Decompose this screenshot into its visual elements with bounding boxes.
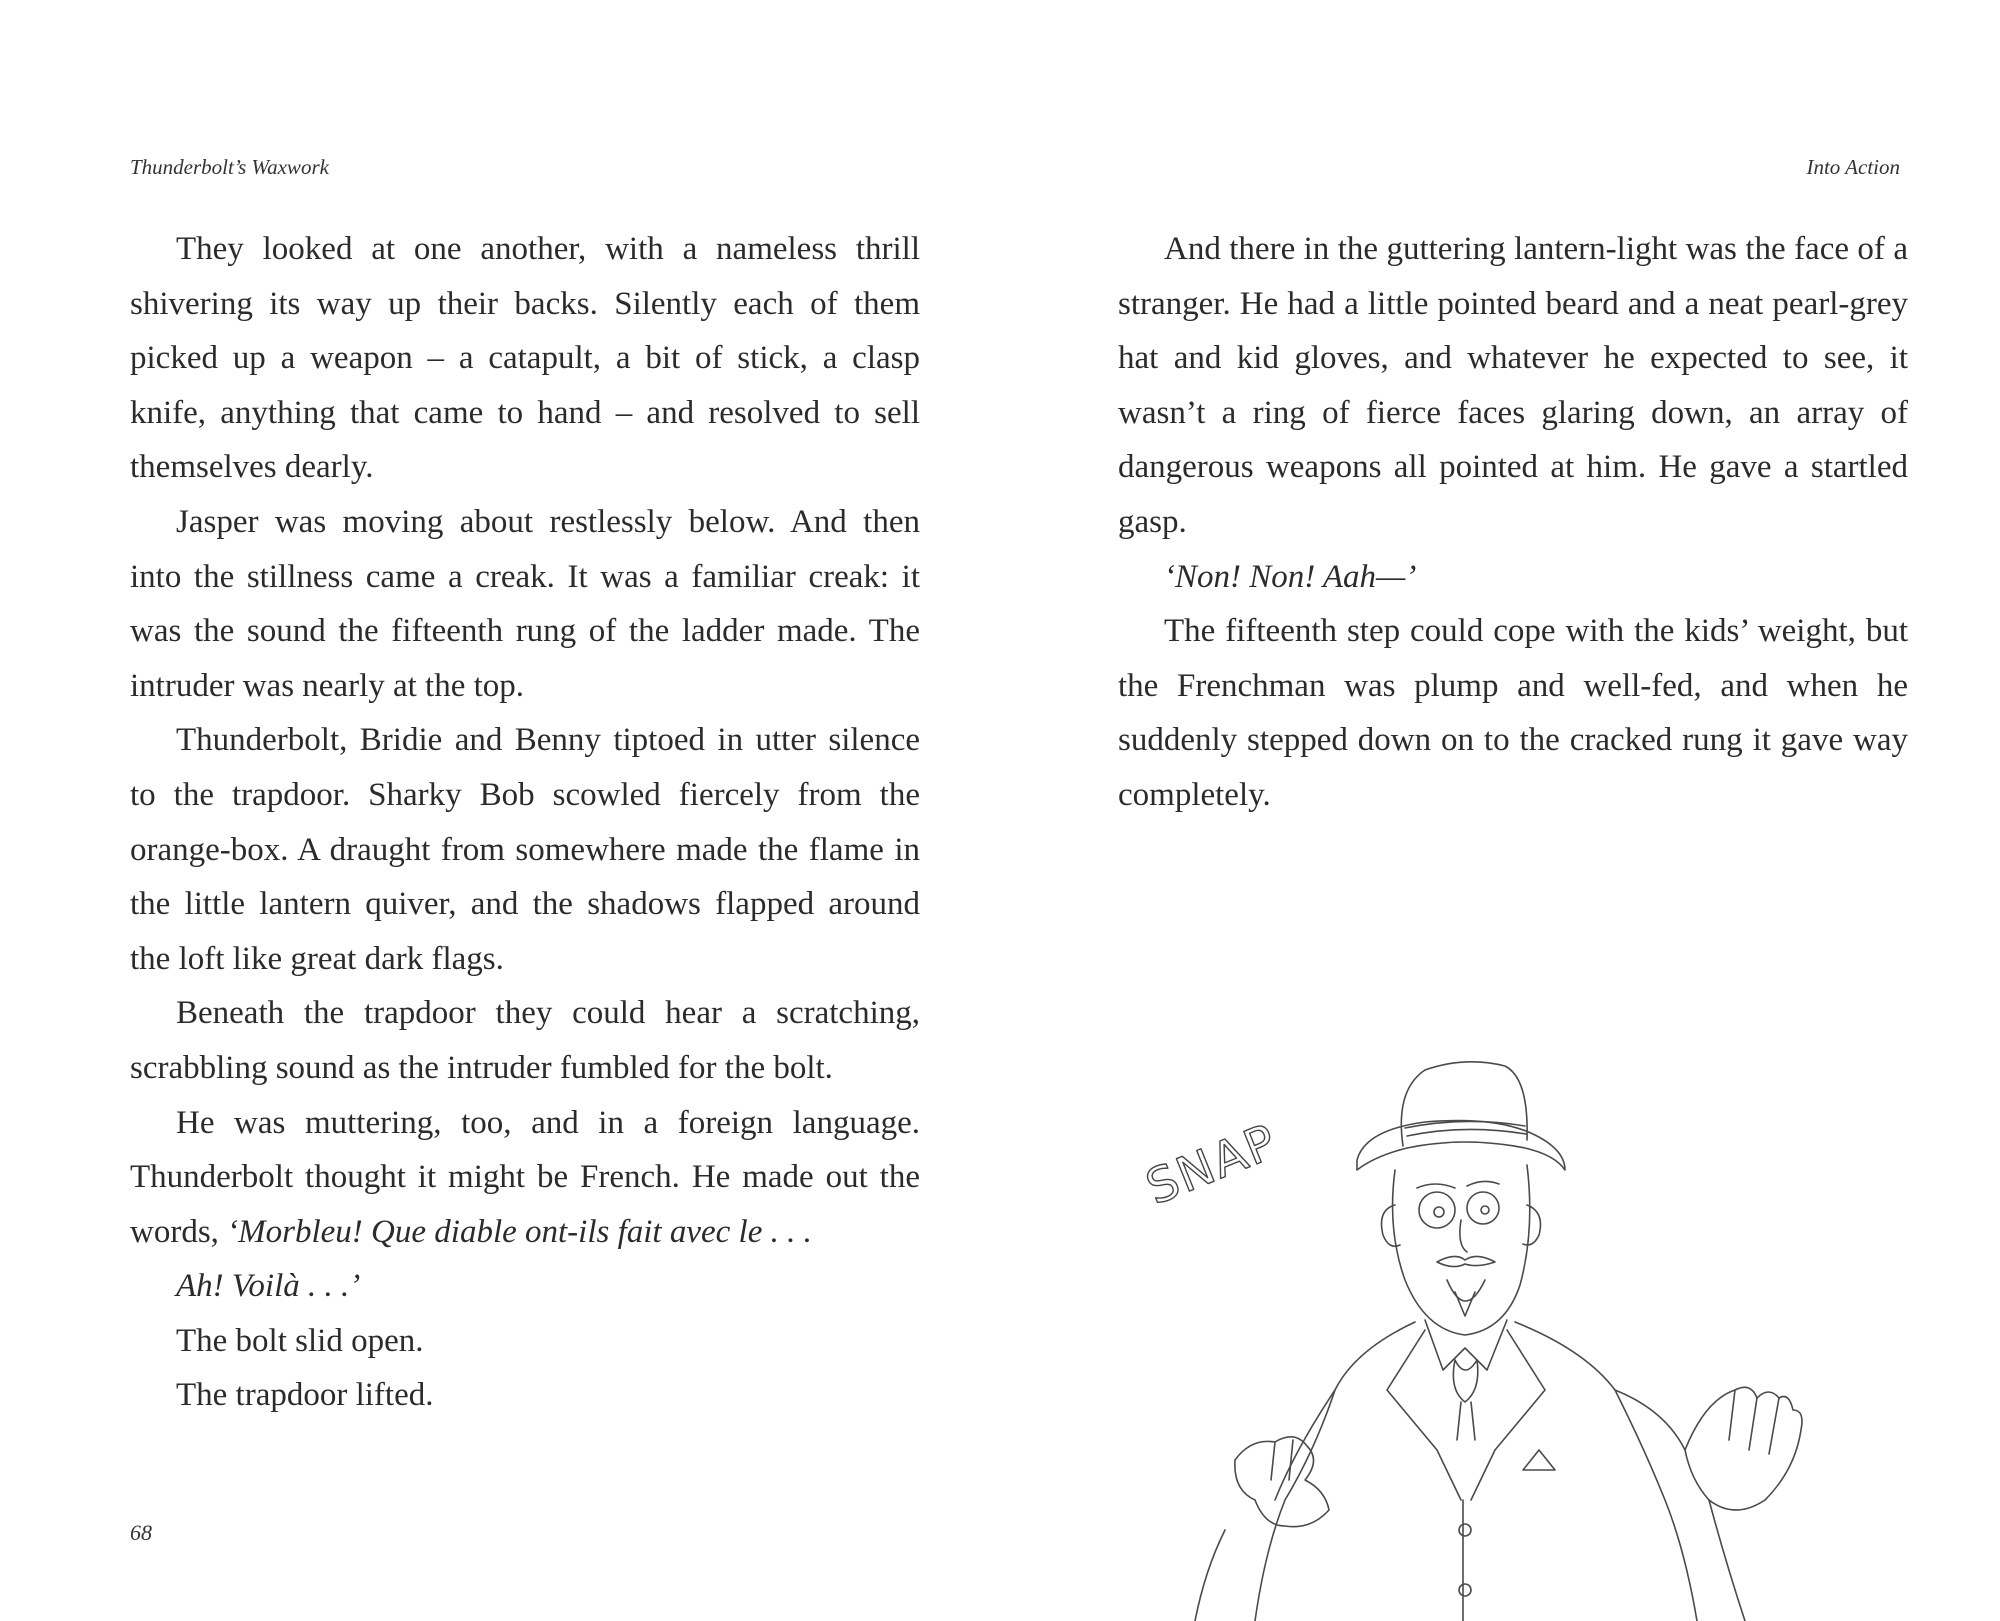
trapdoor-line: The trapdoor lifted. [176,1377,434,1414]
paragraph-1: They looked at one another, with a nameless thrill shivering its way up their backs. Silently each of them picked up a weapon – a catapult, a bit of stick, a clasp knife, anything that came to hand – and resolved to sell themselves dearly. [130,231,920,486]
left-glove [1235,1437,1329,1527]
cravat [1453,1360,1477,1402]
lapel-right [1471,1330,1545,1500]
french-line-1: ‘Morbleu! Que diable ont-ils fait avec le . . . [227,1213,812,1250]
coat [1255,1322,1415,1621]
coat-button [1459,1524,1471,1536]
left-text-block [130,222,920,1423]
french-line-2: Ah! Voilà . . .’ [176,1268,361,1305]
running-head-right: Into Action [1806,155,1900,179]
bolt-line: The bolt slid open. [176,1322,424,1359]
moustache [1437,1256,1495,1266]
right-text-block [1118,222,1908,823]
page-number: 68 [130,1520,152,1545]
paragraph-3: Thunderbolt, Bridie and Benny tiptoed in utter silence to the trapdoor. Sharky Bob scowled fiercely from the orange-box. A draught from somewhere made the flame in the little lantern quiver, and the shadows flapped around the loft like great dark flags. [130,722,920,977]
paragraph-5 [130,1096,920,1314]
right-glove [1685,1387,1802,1510]
frenchman-illustration [1125,1030,1885,1621]
paragraph-2: Jasper was moving about restlessly below. And then into the stillness came a creak. It was a familiar creak: it was the sound the fifteenth rung of the ladder made. The intruder was nearly at the top. [130,503,920,704]
paragraph-right-2: The fifteenth step could cope with the kids’ weight, but the Frenchman was plump and well-fed, and when he suddenly stepped down on to the cracked rung it gave way completely. [1118,613,1908,813]
right-eye [1467,1192,1499,1224]
exclamation [1118,550,1908,605]
lapel-left [1387,1330,1461,1500]
head-outline [1393,1165,1530,1335]
left-eye [1419,1192,1455,1228]
hat-brim [1357,1121,1565,1170]
collar [1425,1320,1507,1370]
running-head-left: Thunderbolt’s Waxwork [130,155,329,179]
right-page [1000,0,2000,1621]
muttering-intro: He was muttering, too, and in a foreign language. Thunderbolt thought it might be French. He made out the words, [130,1104,920,1250]
exclamation-text: ‘Non! Non! Aah—’ [1164,558,1417,595]
paragraph-4: Beneath the trapdoor they could hear a scratching, scrabbling sound as the intruder fumbled for the bolt. [130,995,920,1086]
right-arm [1615,1390,1685,1450]
snap-sound-text: SNAP [1138,1113,1286,1217]
paragraph-right-1: And there in the guttering lantern-light was the face of a stranger. He had a little pointed beard and a neat pearl-grey hat and kid gloves, and whatever he expected to see, it wasn’t a ring of fierce faces glaring down, an array of dangerous weapons all pointed at him. He gave a startled gasp. [1118,231,1908,540]
beard [1447,1280,1485,1301]
left-arm [1275,1390,1335,1500]
